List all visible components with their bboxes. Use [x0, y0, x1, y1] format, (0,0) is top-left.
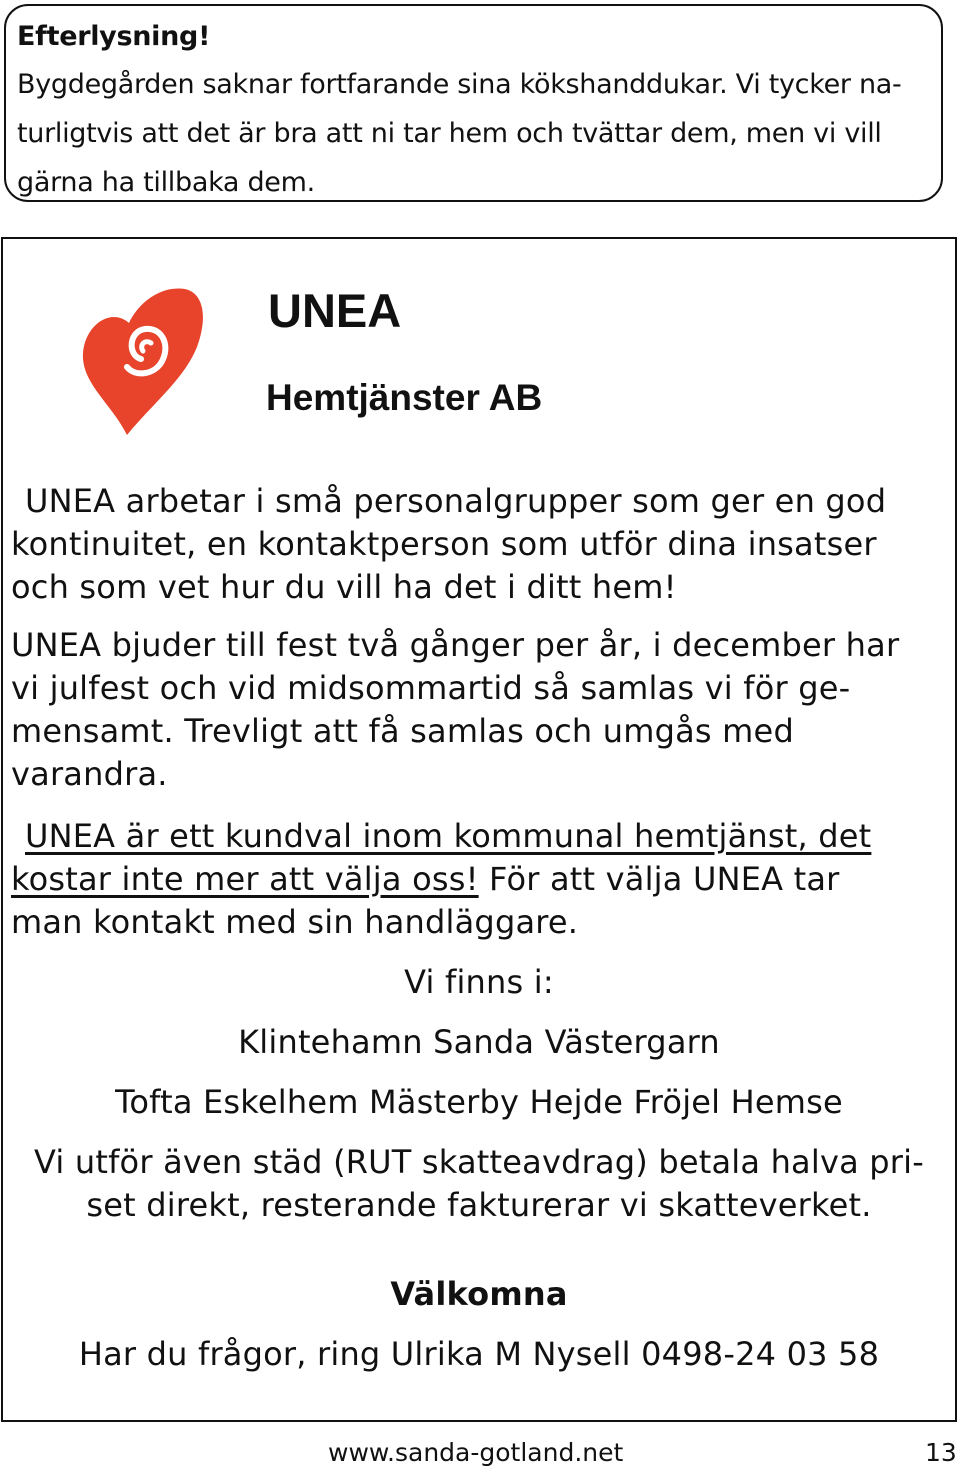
text-line: kontinuitet, en kontaktperson som utför dina insatser	[11, 525, 877, 563]
text-line: vi julfest och vid midsommartid så samlas vi för ge-	[11, 669, 851, 707]
underlined-text: kostar inte mer att välja oss!	[11, 860, 479, 898]
contact-line: Har du frågor, ring Ulrika M Nysell 0498-24 03 58	[78, 1335, 880, 1373]
heart-shape	[83, 288, 203, 435]
text-line: set direkt, resterande fakturerar vi skatteverket.	[86, 1186, 872, 1224]
paragraph-intro	[11, 480, 886, 609]
brand-subtitle: Hemtjänster AB	[266, 377, 543, 418]
heart-swirl-icon	[81, 285, 206, 437]
text-line: UNEA bjuder till fest två gånger per år, i december har	[11, 626, 900, 664]
text-line	[11, 815, 871, 858]
notice-line-2: turligtvis att det är bra att ni tar hem och tvättar dem, men vi vill	[17, 118, 882, 149]
paragraph-festivities	[11, 624, 899, 796]
underlined-text: UNEA är ett kundval inom kommunal hemtjänst, det	[25, 817, 872, 855]
welcome-heading: Välkomna	[390, 1275, 568, 1313]
page-number: 13	[925, 1438, 957, 1467]
paragraph-kundval	[11, 815, 871, 944]
locations-heading: Vi finns i:	[404, 963, 554, 1001]
notice-line-3: gärna ha tillbaka dem.	[17, 167, 315, 198]
notice-box	[4, 4, 943, 202]
text-line: Vi utför även städ (RUT skatteavdrag) betala halva pri-	[34, 1143, 924, 1181]
text-line: mensamt. Trevligt att få samlas och umgås med	[11, 712, 794, 750]
locations-line-2: Tofta Eskelhem Mästerby Hejde Fröjel Hemse	[115, 1083, 843, 1121]
notice-line-1: Bygdegården saknar fortfarande sina kökshanddukar. Vi tycker na-	[17, 69, 902, 100]
text-line: varandra.	[11, 755, 168, 793]
notice-title: Efterlysning!	[17, 21, 211, 52]
text-line	[11, 858, 871, 901]
brand-name: UNEA	[268, 284, 402, 337]
plain-text: För att välja UNEA tar	[478, 860, 840, 898]
text-line: UNEA arbetar i små personalgrupper som ger en god	[25, 482, 887, 520]
text-line: man kontakt med sin handläggare.	[11, 903, 579, 941]
locations-line-1: Klintehamn Sanda Västergarn	[238, 1023, 720, 1061]
text-line: och som vet hur du vill ha det i ditt hem!	[11, 568, 677, 606]
unea-advertisement	[1, 237, 957, 1422]
footer-url: www.sanda-gotland.net	[328, 1438, 624, 1467]
rut-paragraph	[3, 1141, 955, 1227]
